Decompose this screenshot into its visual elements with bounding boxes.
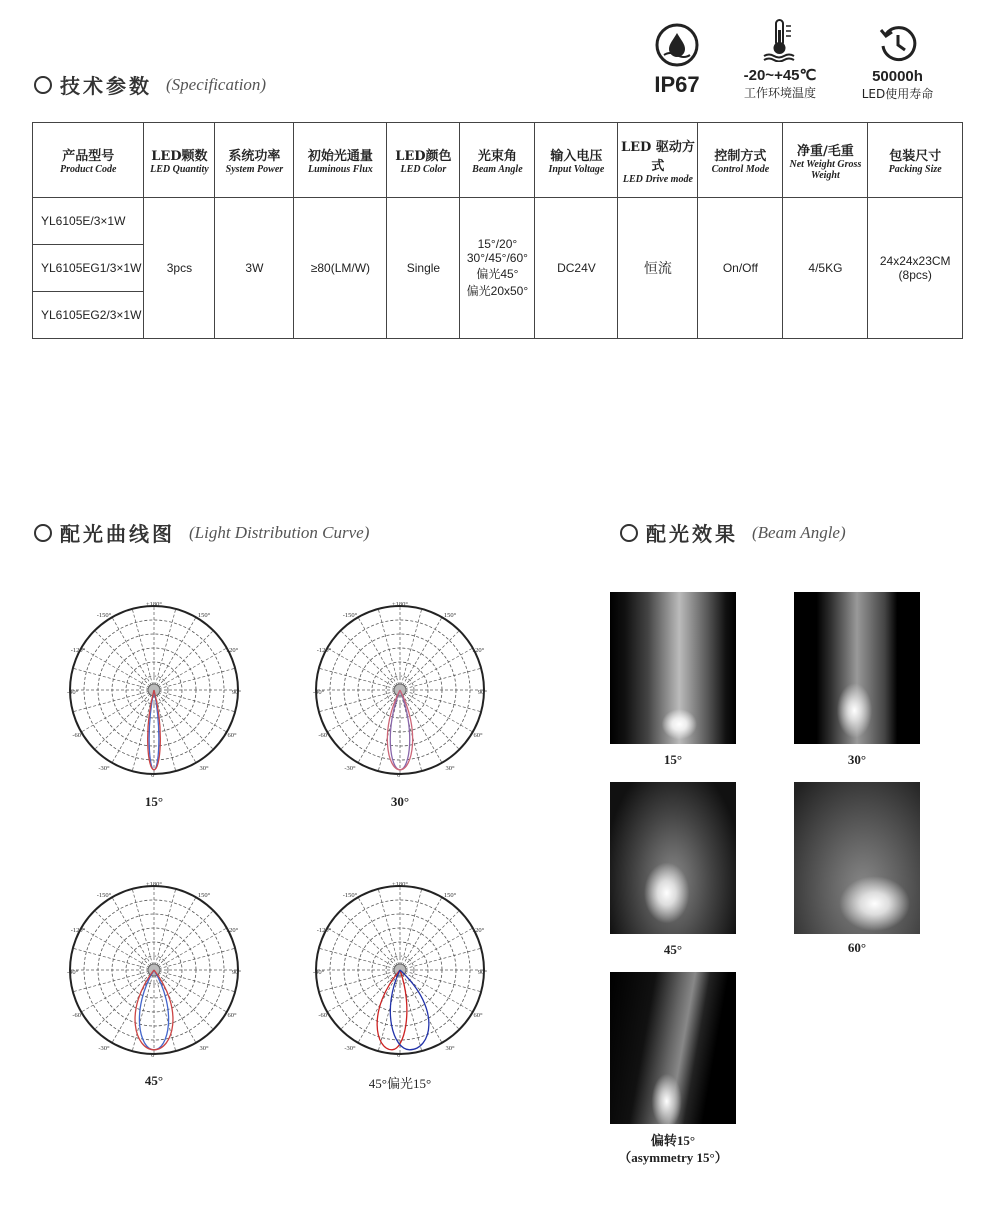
beam-caption: 45°: [663, 942, 683, 957]
polar-angle-label: -120°: [316, 647, 332, 654]
product-code-cell: YL6105E/3×1W: [33, 198, 144, 245]
table-row: [33, 198, 963, 245]
polar-angle-label: 0°: [397, 1052, 403, 1058]
polar-angle-label: -120°: [70, 927, 86, 934]
weight-cell: 4/5KG: [783, 198, 868, 339]
water-drop-icon: [654, 22, 700, 68]
beam-photo-60: [794, 782, 920, 934]
spec-table: [32, 122, 963, 339]
circle-icon: [620, 524, 638, 542]
polar-angle-label: 150°: [443, 612, 457, 619]
beam-caption: 60°: [847, 940, 867, 955]
polar-angle-label: 120°: [471, 647, 485, 654]
polar-angle-label: 150°: [197, 892, 211, 899]
header-drive-mode: LED 驱动方式 LED Drive mode: [618, 123, 698, 198]
circle-icon: [34, 76, 52, 94]
polar-angle-label: 150°: [443, 892, 457, 899]
polar-angle-label: -30°: [98, 1045, 110, 1052]
polar-angle-label: 60°: [227, 1012, 237, 1019]
polar-angle-label: -30°: [98, 765, 110, 772]
spec-title-en: (Specification): [166, 74, 267, 94]
spec-section-title: [34, 70, 266, 99]
header-luminous-flux: 初始光通量 Luminous Flux: [294, 123, 387, 198]
polar-diagram: [66, 602, 242, 778]
beam-title-zh: 配光效果: [646, 522, 738, 546]
packing-line: 24x24x23CM: [879, 254, 951, 268]
polar-angle-label: -150°: [342, 892, 358, 899]
polar-diagram: [66, 882, 242, 1058]
beam-photo-asymmetry: [610, 972, 736, 1124]
polar-angle-label: -150°: [342, 612, 358, 619]
header-input-voltage: 输入电压 Input Voltage: [535, 123, 618, 198]
header-control-mode: 控制方式 Control Mode: [698, 123, 783, 198]
ip-rating: IP67: [654, 72, 700, 97]
ip-badge: [646, 22, 708, 98]
header-led-color: LED颜色 LED Color: [387, 123, 460, 198]
beam-photo-15: [610, 592, 736, 744]
polar-angle-label: -30°: [344, 765, 356, 772]
polar-angle-label: 120°: [471, 927, 485, 934]
polar-caption: 30°: [390, 794, 410, 809]
voltage-cell: DC24V: [535, 198, 618, 339]
flux-cell: ≥80(LM/W): [294, 198, 387, 339]
packing-cell: [868, 198, 963, 339]
polar-angle-label: 30°: [445, 765, 455, 772]
polar-angle-label: 30°: [199, 765, 209, 772]
polar-angle-label: 30°: [445, 1045, 455, 1052]
thermometer-icon: [760, 18, 800, 62]
quantity-cell: 3pcs: [144, 198, 215, 339]
temperature-range: -20~+45℃: [743, 67, 817, 84]
beam-angle-line: 15°/20°: [477, 237, 518, 251]
polar-angle-label: 90°: [231, 969, 241, 976]
lifetime-badge: [850, 24, 945, 102]
polar-angle-label: -120°: [70, 647, 86, 654]
polar-angle-label: ±180°: [392, 882, 408, 888]
product-code-cell: YL6105EG1/3×1W: [33, 245, 144, 292]
clock-history-icon: [878, 24, 918, 64]
beam-caption-sub: （asymmetry 15°）: [618, 1150, 728, 1165]
polar-angle-label: -90°: [67, 969, 79, 976]
polar-angle-label: 90°: [231, 689, 241, 696]
polar-diagram: [312, 602, 488, 778]
beam-angle-line: 偏光45°: [476, 267, 519, 281]
product-code-cell: YL6105EG2/3×1W: [33, 292, 144, 339]
beam-angle-cell: [460, 198, 535, 339]
lifetime-value: 50000h: [872, 68, 923, 85]
beam-caption: 30°: [847, 752, 867, 767]
polar-caption: 15°: [144, 794, 164, 809]
polar-caption: 45°: [144, 1073, 164, 1088]
temperature-label: 工作环境温度: [743, 86, 816, 100]
beam-caption: 15°: [663, 752, 683, 767]
lifetime-label: LED使用寿命: [861, 87, 934, 101]
beam-photo-45: [610, 782, 736, 934]
beam-angle-line: 偏光20x50°: [466, 284, 529, 298]
polar-angle-label: ±180°: [392, 602, 408, 608]
header-led-quantity: LED颗数 LED Quantity: [144, 123, 215, 198]
polar-angle-label: 0°: [151, 772, 157, 778]
table-header-row: [33, 123, 963, 198]
beam-angle-line: 30°/45°/60°: [466, 251, 528, 265]
header-product-code: 产品型号 Product Code: [33, 123, 144, 198]
polar-angle-label: ±180°: [146, 602, 162, 608]
polar-angle-label: 120°: [225, 647, 239, 654]
polar-angle-label: -60°: [318, 732, 330, 739]
packing-line: (8pcs): [898, 268, 932, 282]
polar-angle-label: -150°: [96, 612, 112, 619]
color-cell: Single: [387, 198, 460, 339]
polar-angle-label: 0°: [397, 772, 403, 778]
polar-angle-label: 60°: [227, 732, 237, 739]
polar-angle-label: 120°: [225, 927, 239, 934]
drive-cell: 恒流: [618, 198, 698, 339]
beam-caption: 偏转15°: [650, 1133, 696, 1148]
polar-diagram: [312, 882, 488, 1058]
header-packing-size: 包装尺寸 Packing Size: [868, 123, 963, 198]
temperature-badge: [730, 18, 830, 101]
polar-angle-label: 60°: [473, 1012, 483, 1019]
power-cell: 3W: [215, 198, 294, 339]
header-system-power: 系统功率 System Power: [215, 123, 294, 198]
polar-angle-label: -60°: [318, 1012, 330, 1019]
polar-angle-label: -30°: [344, 1045, 356, 1052]
beam-photo-30: [794, 592, 920, 744]
curve-title-en: (Light Distribution Curve): [189, 522, 370, 542]
polar-angle-label: -150°: [96, 892, 112, 899]
polar-angle-label: 0°: [151, 1052, 157, 1058]
beam-section-title: [620, 518, 846, 547]
spec-title-zh: 技术参数: [60, 74, 152, 98]
polar-angle-label: -90°: [313, 689, 325, 696]
polar-caption: 45°偏光15°: [368, 1076, 432, 1091]
polar-angle-label: 90°: [477, 969, 487, 976]
beam-title-en: (Beam Angle): [752, 522, 846, 542]
polar-angle-label: 60°: [473, 732, 483, 739]
control-cell: On/Off: [698, 198, 783, 339]
circle-icon: [34, 524, 52, 542]
polar-angle-label: -90°: [313, 969, 325, 976]
polar-angle-label: -120°: [316, 927, 332, 934]
polar-angle-label: -60°: [72, 732, 84, 739]
curve-section-title: [34, 518, 369, 547]
polar-angle-label: 30°: [199, 1045, 209, 1052]
polar-angle-label: -60°: [72, 1012, 84, 1019]
polar-angle-label: 150°: [197, 612, 211, 619]
curve-title-zh: 配光曲线图: [60, 522, 175, 546]
header-weight: 净重/毛重 Net Weight Gross Weight: [783, 123, 868, 198]
polar-angle-label: 90°: [477, 689, 487, 696]
polar-angle-label: -90°: [67, 689, 79, 696]
header-beam-angle: 光束角 Beam Angle: [460, 123, 535, 198]
polar-angle-label: ±180°: [146, 882, 162, 888]
